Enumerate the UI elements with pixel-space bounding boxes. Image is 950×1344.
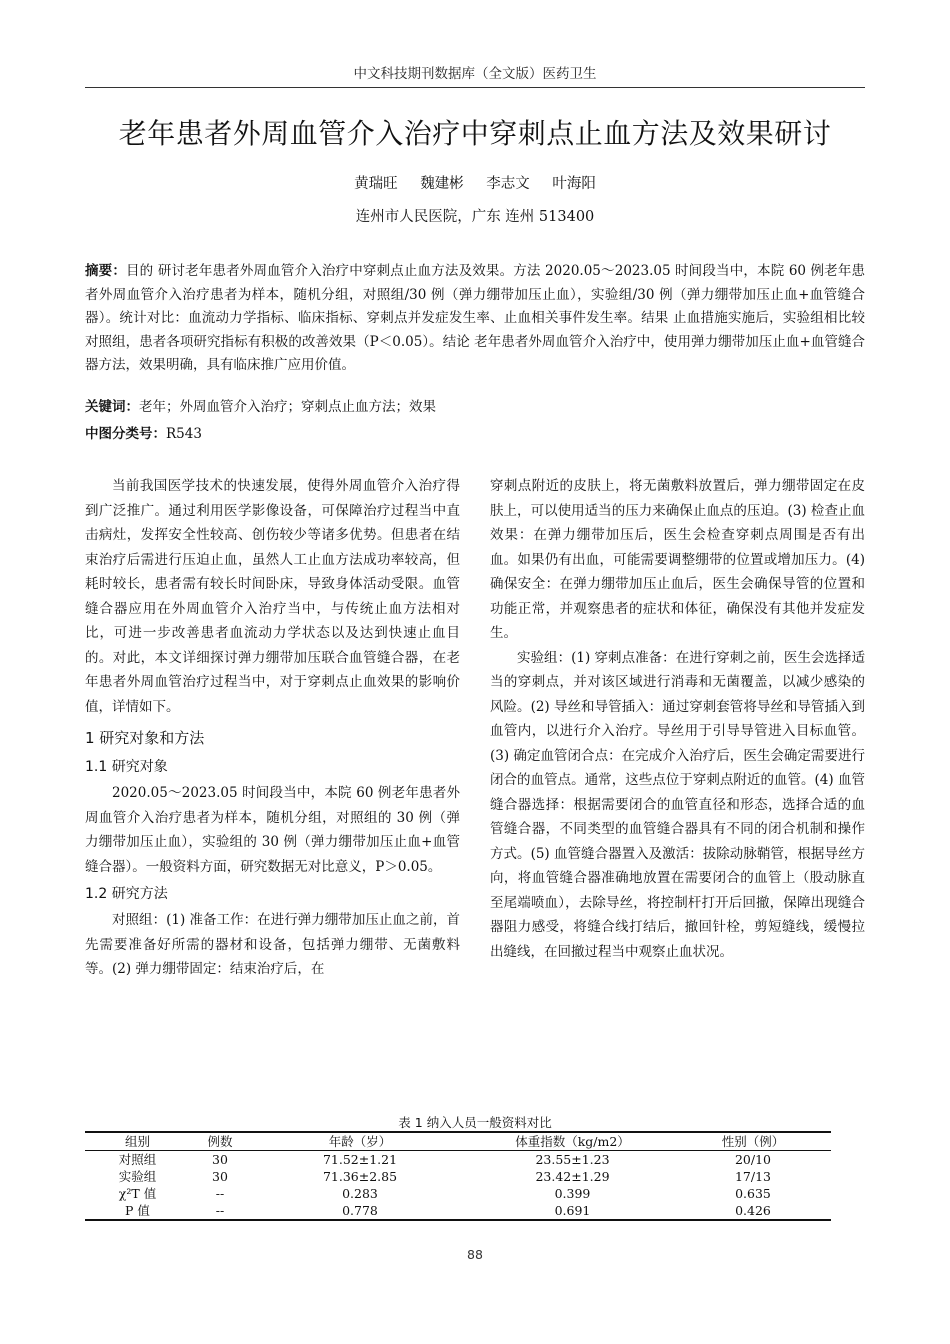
table-row xyxy=(85,1202,831,1220)
body-paragraph: 穿刺点附近的皮肤上，将无菌敷料放置后，弹力绷带固定在皮肤上，可以使用适当的压力来确保止血点的压迫。(3) 检查止血效果：在弹力绷带加压后，医生会检查穿刺点周围是否有出血。如果仍有出血，可能需要调整绷带的位置或增加压力。(4) 确保安全：在弹力绷带加压止血后，医生会确保导管的位置和功能正常，并观察患者的症状和体征，确保没有其他并发症发生。 xyxy=(490,478,865,641)
table-cell: 71.36±2.85 xyxy=(322,1169,398,1184)
table-cell: 对照组 xyxy=(118,1152,157,1167)
table-cell: 20/10 xyxy=(734,1152,772,1167)
table-cell: -- xyxy=(190,1202,250,1220)
table-header: 组别 xyxy=(85,1132,190,1151)
subsection-heading: 1.2 研究方法 xyxy=(85,886,168,902)
table-row xyxy=(85,1185,831,1202)
left-column xyxy=(85,474,460,982)
table-header: 性别（例） xyxy=(675,1132,831,1151)
table-header: 年龄（岁） xyxy=(250,1132,470,1151)
journal-header: 中文科技期刊数据库（全文版）医药卫生 xyxy=(353,66,597,82)
intro-paragraph: 当前我国医学技术的快速发展，使得外周血管介入治疗得到广泛推广。通过利用医学影像设备，可保障治疗过程当中直击病灶，发挥安全性较高、创伤较少等诸多优势。但患者在结束治疗后需进行压迫止血，虽然人工止血方法成功率较高，但耗时较长，患者需有较长时间卧床，导致身体活动受限。血管缝合器应用在外周血管介入治疗当中，与传统止血方法相对比，可进一步改善患者血流动力学状态以及达到快速止血目的。对此，本文详细探讨弹力绷带加压联合血管缝合器，在老年患者外周血管治疗过程当中，对于穿刺点止血效果的影响价值，详情如下。 xyxy=(85,478,460,715)
table-cell: 0.635 xyxy=(735,1186,771,1201)
table-cell: 30 xyxy=(212,1169,228,1184)
author: 叶海阳 xyxy=(552,176,596,192)
section-heading: 1 研究对象和方法 xyxy=(85,729,205,747)
author-list xyxy=(85,172,865,193)
classification-text: R543 xyxy=(166,426,202,442)
abstract-label: 摘要： xyxy=(85,263,127,279)
table-cell: 17/13 xyxy=(734,1169,772,1184)
table-cell: 0.778 xyxy=(250,1202,470,1220)
data-table xyxy=(85,1131,831,1221)
abstract xyxy=(85,260,865,378)
header-rule xyxy=(85,87,865,88)
classification xyxy=(85,423,865,445)
table-cell: 0.399 xyxy=(554,1186,591,1201)
table-cell: χ²T 值 xyxy=(118,1186,157,1201)
classification-label: 中图分类号： xyxy=(85,426,166,442)
table-cell: 0.691 xyxy=(470,1202,675,1220)
page-number: 88 xyxy=(467,1247,483,1262)
right-column xyxy=(490,474,865,964)
author: 李志文 xyxy=(486,176,530,192)
table-cell: P 值 xyxy=(85,1202,190,1220)
keywords xyxy=(85,396,865,418)
keywords-text: 老年；外周血管介入治疗；穿刺点止血方法；效果 xyxy=(139,399,436,415)
table-cell: -- xyxy=(215,1186,225,1201)
table-cell: 23.55±1.23 xyxy=(535,1152,610,1167)
table-cell: 0.426 xyxy=(675,1202,831,1220)
table-header: 例数 xyxy=(190,1132,250,1151)
subsection-heading: 1.1 研究对象 xyxy=(85,759,168,775)
table-row xyxy=(85,1151,831,1169)
table-header-row xyxy=(85,1132,831,1151)
body-paragraph: 对照组：(1) 准备工作：在进行弹力绷带加压止血之前，首先需要准备好所需的器材和设备，包括弹力绷带、无菌敷料等。(2) 弹力绷带固定：结束治疗后，在 xyxy=(85,912,460,977)
keywords-label: 关键词： xyxy=(85,399,139,415)
table-cell: 23.42±1.29 xyxy=(535,1169,610,1184)
article-title: 老年患者外周血管介入治疗中穿刺点止血方法及效果研讨 xyxy=(118,117,832,150)
author: 黄瑞旺 xyxy=(354,176,398,192)
table-cell: 实验组 xyxy=(118,1169,157,1184)
table-cell: 30 xyxy=(212,1152,228,1167)
table-row xyxy=(85,1168,831,1185)
table-header: 体重指数（kg/m2） xyxy=(470,1132,675,1151)
table-cell: 71.52±1.21 xyxy=(322,1152,398,1167)
affiliation: 连州市人民医院，广东 连州 513400 xyxy=(355,209,595,225)
author: 魏建彬 xyxy=(420,176,464,192)
table-caption: 表 1 纳入人员一般资料对比 xyxy=(398,1115,552,1130)
body-paragraph: 2020.05～2023.05 时间段当中，本院 60 例老年患者外周血管介入治疗患者为样本，随机分组，对照组的 30 例（弹力绷带加压止血），实验组的 30 例（弹力绷带加压止血+血管缝合器）。一般资料方面，研究数据无对比意义，P＞0.05。 xyxy=(85,785,460,875)
abstract-text: 目的 研讨老年患者外周血管介入治疗中穿刺点止血方法及效果。方法 2020.05～2023.05 时间段当中，本院 60 例老年患者外周血管介入治疗患者为样本，随机分组，对照组/30 例（弹力绷带加压止血），实验组/30 例（弹力绷带加压止血+血管缝合器）。统计对比：血流动力学指标、临床指标、穿刺点并发症发生率、止血相关事件发生率。结果 止血措施实施后，实验组相比较对照组，患者各项研究指标有积极的改善效果（P＜0.05）。结论 老年患者外周血管介入治疗中，使用弹力绷带加压止血+血管缝合器方法，效果明确，具有临床推广应用价值。 xyxy=(85,263,865,373)
body-paragraph: 实验组：(1) 穿刺点准备：在进行穿刺之前，医生会选择适当的穿刺点，并对该区域进行消毒和无菌覆盖，以减少感染的风险。(2) 导丝和导管插入：通过穿刺套管将导丝和导管插入到血管内，以进行介入治疗。导丝用于引导导管进入目标血管。(3) 确定血管闭合点：在完成介入治疗后，医生会确定需要进行闭合的血管点。通常，这些点位于穿刺点附近的血管。(4) 血管缝合器选择：根据需要闭合的血管直径和形态，选择合适的血管缝合器，不同类型的血管缝合器具有不同的闭合机制和操作方式。(5) 血管缝合器置入及激活：拔除动脉鞘管，根据导丝方向，将血管缝合器准确地放置在需要闭合的血管上（股动脉直至尾端喷血），去除导丝，将控制杆打开后回撤，保障出现缝合器阻力感受，将缝合线打结后，撤回针栓，剪短缝线，缓慢拉出缝线，在回撤过程当中观察止血状况。 xyxy=(490,649,865,960)
table-cell: 0.283 xyxy=(342,1186,378,1201)
